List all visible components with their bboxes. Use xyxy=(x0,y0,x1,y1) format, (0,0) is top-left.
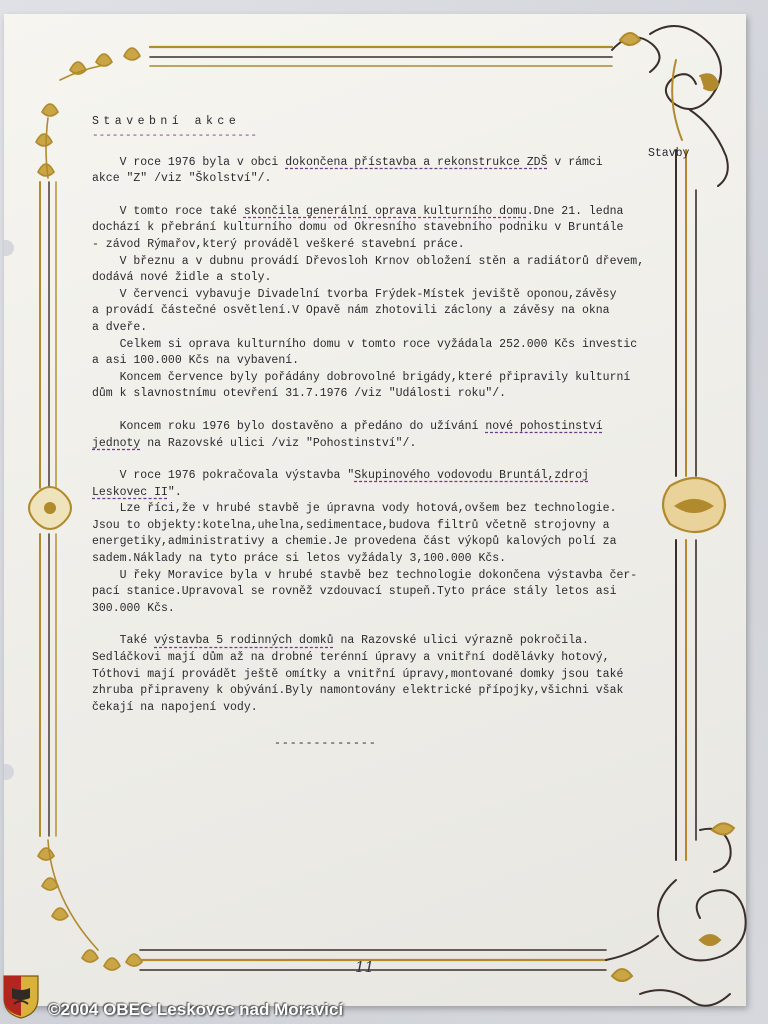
paragraph xyxy=(92,155,632,188)
text-line xyxy=(92,155,632,172)
text-segment: čekají na napojení vody. xyxy=(92,700,258,714)
text-line xyxy=(92,633,632,650)
text-segment: Sedláčkovi mají dům až na drobné terénní úpravy a vnitřní dodělávky hotový, xyxy=(92,651,610,665)
text-segment: Celkem si oprava kulturního domu v tomto roce vyžádala 252.000 Kčs investic xyxy=(92,337,638,351)
text-segment: ". xyxy=(167,485,182,499)
text-segment: a dveře. xyxy=(92,320,148,334)
text-line xyxy=(92,370,632,387)
paragraph xyxy=(92,204,645,403)
text-line xyxy=(92,303,632,320)
paragraph-gap xyxy=(92,617,632,633)
underlined-phrase: Skupinového vodovodu Bruntál,zdroj xyxy=(354,469,589,483)
page-number: 11 xyxy=(355,958,375,976)
heading-underline: ------------------------- xyxy=(92,129,258,142)
text-segment: energetiky,administrativy a chemie.Je provedena část výkopů kalových polí za xyxy=(92,535,617,549)
text-segment: a asi 100.000 Kčs na vybavení. xyxy=(92,354,300,368)
text-line xyxy=(92,485,632,502)
underlined-phrase: Leskovec II xyxy=(92,485,168,499)
text-segment: - závod Rýmařov,který prováděl veškeré stavební práce. xyxy=(92,237,465,251)
text-segment: Také xyxy=(92,634,155,648)
margin-note-category: Stavby xyxy=(648,147,690,160)
text-segment: 300.000 Kčs. xyxy=(92,601,175,615)
text-segment: akce "Z" /viz "Školství"/. xyxy=(92,172,272,186)
text-line xyxy=(92,501,632,518)
text-segment: V březnu a v dubnu provádí Dřevosloh Krnov obložení stěn a radiátorů dřevem, xyxy=(92,254,645,268)
text-segment: Tóthovi mají provádět ještě omítky a vnitřní úpravy,montované domky jsou také xyxy=(92,667,624,681)
top-border-rule xyxy=(150,47,612,66)
text-line xyxy=(92,270,632,287)
text-segment: dům k slavnostnímu otevření 31.7.1976 /viz "Události roku"/. xyxy=(92,387,507,401)
text-line xyxy=(92,436,632,453)
text-line xyxy=(92,534,632,551)
text-line xyxy=(92,650,632,667)
text-line xyxy=(92,353,632,370)
underlined-phrase: výstavba 5 rodinných domků xyxy=(154,634,334,648)
document-body xyxy=(92,114,645,716)
text-segment: V roce 1976 byla v obci xyxy=(92,155,286,169)
medallion-ornament-right xyxy=(663,478,725,532)
text-line xyxy=(92,287,632,304)
text-segment: V tomto roce také xyxy=(92,204,244,218)
text-segment: Koncem roku 1976 bylo dostavěno a předáno do užívání xyxy=(92,419,486,433)
section-end-rule: ------------- xyxy=(274,737,377,750)
text-segment: a provádí částečné osvětlení.V Opavě nám zhotovili záclony a závěsy na okna xyxy=(92,304,610,318)
paragraph-gap xyxy=(92,403,632,419)
text-segment: zhruba připraveny k obývání.Byly namontovány elektrické přípojky,všichni však xyxy=(92,684,624,698)
paragraph-gap xyxy=(92,452,632,468)
paragraph-container xyxy=(92,155,645,717)
text-segment: pací stanice.Upravoval se rovněž vzdouvací stupeň.Tyto práce stály letos asi xyxy=(92,585,617,599)
text-line xyxy=(92,419,632,436)
text-segment: v rámci xyxy=(547,155,603,169)
text-segment: Lze říci,že v hrubé stavbě je úpravna vody hotová,ovšem bez technologie. xyxy=(92,502,617,516)
footer-copyright: ©2004 OBEC Leskovec nad Moravicí xyxy=(48,1000,344,1019)
text-segment: .Dne 21. ledna xyxy=(526,204,624,218)
text-segment: V červenci vybavuje Divadelní tvorba Frýdek-Místek jeviště oponou,závěsy xyxy=(92,287,617,301)
text-line xyxy=(92,220,632,237)
text-line xyxy=(92,601,632,618)
underlined-phrase: jednoty xyxy=(92,436,141,450)
text-line xyxy=(92,254,645,271)
text-segment: Jsou to objekty:kotelna,uhelna,sedimentace,budova filtrů včetně strojovny a xyxy=(92,518,610,532)
text-segment: V roce 1976 pokračovala výstavba " xyxy=(92,469,355,483)
text-line xyxy=(92,584,632,601)
text-segment: dodává nové židle a stoly. xyxy=(92,271,272,285)
text-line xyxy=(92,204,632,221)
text-line xyxy=(92,237,632,254)
medallion-ornament-left xyxy=(29,487,71,529)
text-line xyxy=(92,667,632,684)
text-line xyxy=(92,518,632,535)
underlined-phrase: dokončena přístavba a rekonstrukce ZDŠ xyxy=(285,155,548,169)
text-line xyxy=(92,700,632,717)
paragraph xyxy=(92,419,632,452)
text-segment: sadem.Náklady na tyto práce si letos vyžádaly 3,100.000 Kčs. xyxy=(92,552,507,566)
text-line xyxy=(92,171,632,188)
paragraph xyxy=(92,633,632,716)
text-segment: dochází k přebrání kulturního domu od Okresního stavebního podniku v Bruntále xyxy=(92,221,624,235)
underlined-phrase: nové pohostinství xyxy=(485,419,603,433)
text-line xyxy=(92,337,638,354)
paragraph xyxy=(92,468,638,617)
text-line xyxy=(92,468,632,485)
text-segment: na Razovské ulici výrazně pokročila. xyxy=(333,634,589,648)
underlined-phrase: skončila generální oprava kulturního domu xyxy=(243,204,527,218)
text-segment: U řeky Moravice byla v hrubé stavbě bez technologie dokončena výstavba čer- xyxy=(92,568,638,582)
text-segment: na Razovské ulici /viz "Pohostinství"/. xyxy=(140,436,417,450)
municipal-coat-of-arms-icon xyxy=(2,974,40,1020)
text-segment: Koncem července byly pořádány dobrovolné brigády,které připravily kulturní xyxy=(92,370,631,384)
paragraph-gap xyxy=(92,188,632,204)
text-line xyxy=(92,683,632,700)
text-line xyxy=(92,320,632,337)
text-line xyxy=(92,568,638,585)
text-line xyxy=(92,551,632,568)
text-line xyxy=(92,386,632,403)
tulip-ornament-bottom-left xyxy=(38,840,142,970)
section-heading: Stavební akce xyxy=(92,115,241,128)
